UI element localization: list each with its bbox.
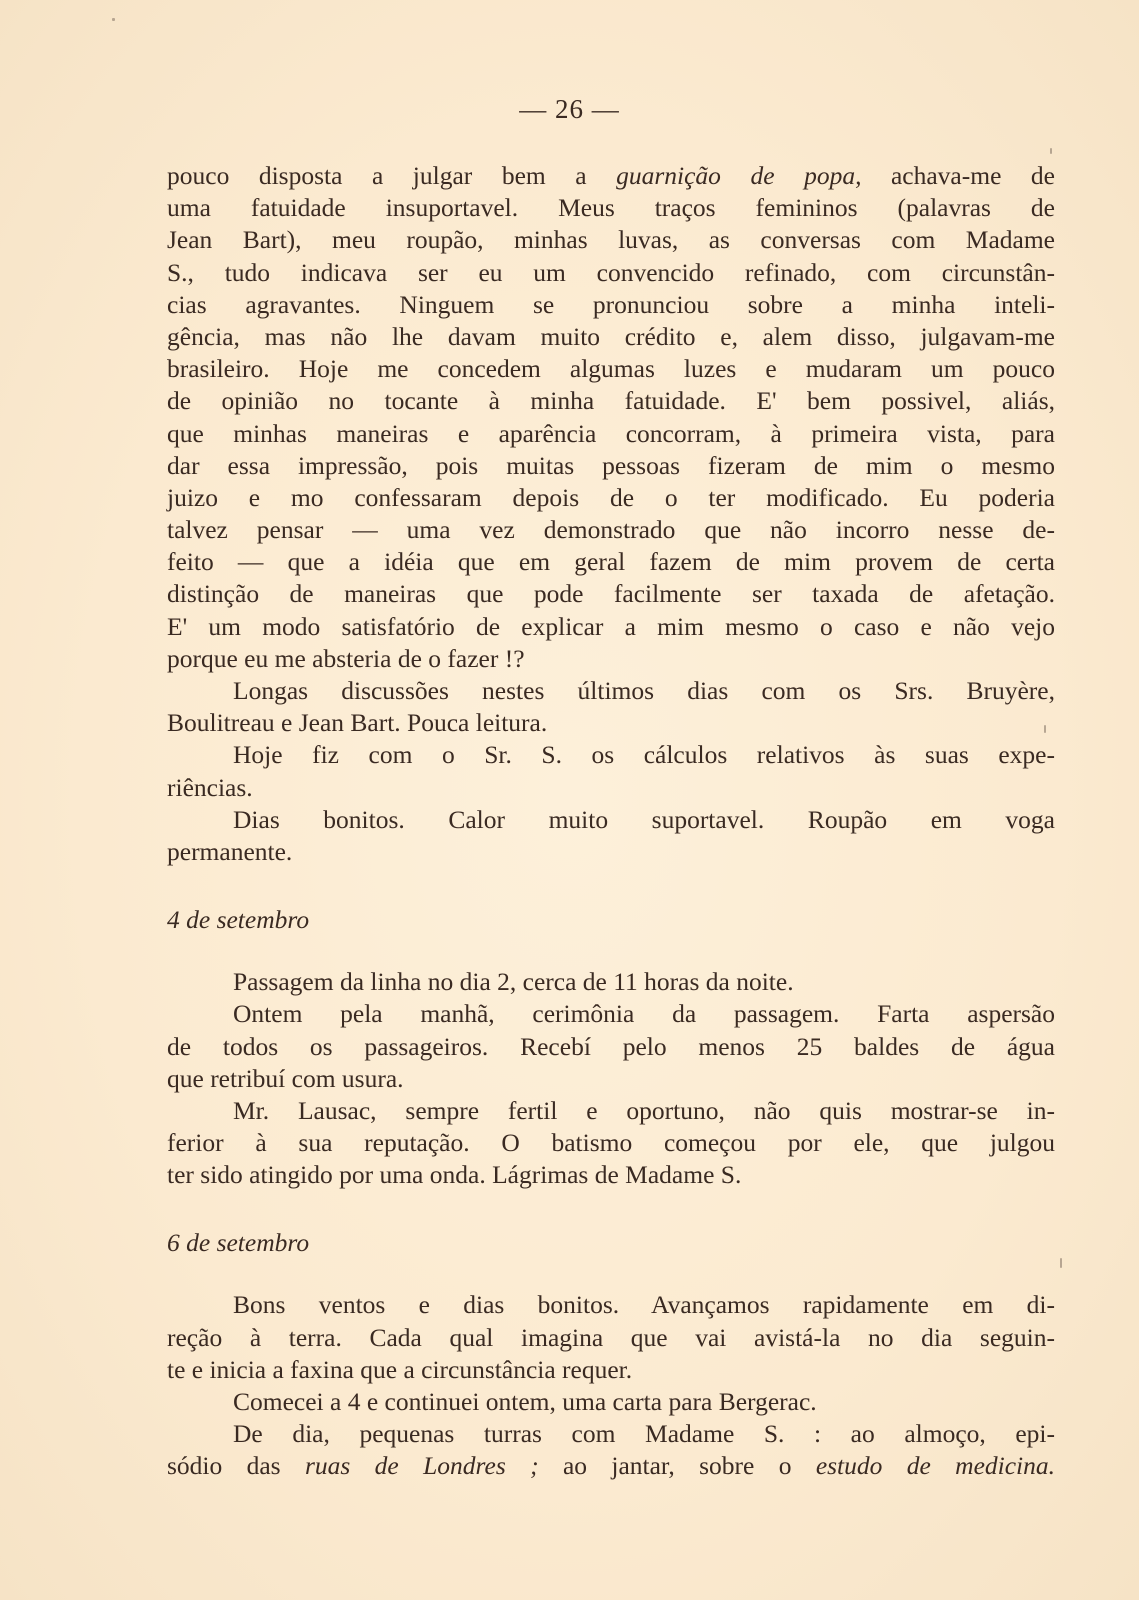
text-line: sódio das ruas de Londres ; ao jantar, sobre o estudo de medicina. bbox=[167, 1451, 1056, 1481]
entry-heading-6-setembro: 6 de setembro bbox=[167, 1228, 310, 1258]
text-line: pouco disposta a julgar bem a guarnição de popa, achava-me de bbox=[167, 161, 1055, 190]
text-line: S., tudo indicava ser eu um convencido refinado, com circunstân- bbox=[167, 257, 1055, 287]
paragraph-quarrels bbox=[167, 1418, 1055, 1482]
page-number: — 26 — bbox=[519, 94, 620, 124]
text-line: De dia, pequenas turras com Madame S. : ao almoço, epi- bbox=[233, 1419, 1055, 1449]
text-line: Bons ventos e dias bonitos. Avançamos rapidamente em di- bbox=[233, 1290, 1055, 1320]
text-line: E' um modo satisfatório de explicar a mim mesmo o caso e não vejo bbox=[167, 611, 1055, 641]
text-line: porque eu me absteria de o fazer !? bbox=[167, 643, 525, 673]
text-line: Boulitreau e Jean Bart. Pouca leitura. bbox=[167, 708, 548, 738]
page-text bbox=[167, 160, 1055, 1483]
paragraph-calculations bbox=[167, 739, 1055, 803]
paragraph-weather bbox=[167, 804, 1055, 868]
text-line: Comecei a 4 e continuei ontem, uma carta para Bergerac. bbox=[233, 1387, 817, 1416]
text-line: Hoje fiz com o Sr. S. os cálculos relativos às suas expe- bbox=[233, 740, 1055, 770]
paragraph-letter bbox=[167, 1386, 1055, 1418]
text-line: brasileiro. Hoje me concedem algumas luzes e mudaram um pouco bbox=[167, 354, 1055, 384]
text-line: ter sido atingido por uma onda. Lágrimas de Madame S. bbox=[167, 1160, 742, 1190]
paragraph-ceremony bbox=[167, 998, 1055, 1095]
paper-speck bbox=[1050, 148, 1052, 154]
paragraph-line-crossing bbox=[167, 966, 1055, 998]
text-line: Jean Bart), meu roupão, minhas luvas, as conversas com Madame bbox=[167, 225, 1055, 255]
paper-speck bbox=[1060, 1258, 1062, 1268]
text-line: Dias bonitos. Calor muito suportavel. Roupão em voga bbox=[233, 804, 1055, 834]
paragraph-lausac bbox=[167, 1095, 1055, 1192]
entry-heading-4-setembro: 4 de setembro bbox=[167, 905, 310, 935]
text-line: juizo e mo confessaram depois de o ter modificado. Eu poderia bbox=[167, 482, 1055, 512]
text-line: de todos os passageiros. Recebí pelo menos 25 baldes de água bbox=[167, 1031, 1055, 1061]
italic-phrase: estudo de medicina. bbox=[815, 1451, 1056, 1481]
text-line: permanente. bbox=[167, 836, 293, 866]
text-line: uma fatuidade insuportavel. Meus traços femininos (palavras de bbox=[167, 193, 1055, 223]
text-line: te e inicia a faxina que a circunstância requer. bbox=[167, 1354, 633, 1384]
italic-phrase: guarnição de popa, bbox=[616, 161, 862, 190]
text-line: ferior à sua reputação. O batismo começou por ele, que julgou bbox=[167, 1128, 1055, 1158]
paragraph-discussions bbox=[167, 675, 1055, 739]
italic-phrase: ruas de Londres ; bbox=[304, 1451, 539, 1481]
text-line: Longas discussões nestes últimos dias com os Srs. Bruyère, bbox=[233, 676, 1055, 705]
text-line: Mr. Lausac, sempre fertil e oportuno, não quis mostrar-se in- bbox=[233, 1095, 1055, 1125]
paragraph-continuation bbox=[167, 160, 1055, 675]
text-line: reção à terra. Cada qual imagina que vai avistá-la no dia seguin- bbox=[167, 1322, 1055, 1352]
text-line: gência, mas não lhe davam muito crédito e, alem disso, julgavam-me bbox=[167, 321, 1055, 351]
text-line: Passagem da linha no dia 2, cerca de 11 horas da noite. bbox=[233, 967, 794, 997]
text-line: feito — que a idéia que em geral fazem de mim provem de certa bbox=[167, 547, 1055, 577]
paragraph-good-winds bbox=[167, 1289, 1055, 1386]
text-line: Ontem pela manhã, cerimônia da passagem. Farta aspersão bbox=[233, 999, 1055, 1029]
text-line: riências. bbox=[167, 772, 253, 802]
text-line: talvez pensar — uma vez demonstrado que não incorro nesse de- bbox=[167, 515, 1055, 545]
text-line: de opinião no tocante à minha fatuidade. E' bem possivel, aliás, bbox=[167, 386, 1055, 416]
text-line: cias agravantes. Ninguem se pronunciou sobre a minha inteli- bbox=[167, 289, 1055, 319]
text-line: que minhas maneiras e aparência concorram, à primeira vista, para bbox=[167, 418, 1055, 448]
text-line: que retribuí com usura. bbox=[167, 1063, 404, 1093]
text-line: dar essa impressão, pois muitas pessoas fizeram de mim o mesmo bbox=[167, 450, 1055, 480]
text-line: distinção de maneiras que pode facilmente ser taxada de afetação. bbox=[167, 579, 1055, 609]
paper-speck bbox=[112, 18, 115, 21]
